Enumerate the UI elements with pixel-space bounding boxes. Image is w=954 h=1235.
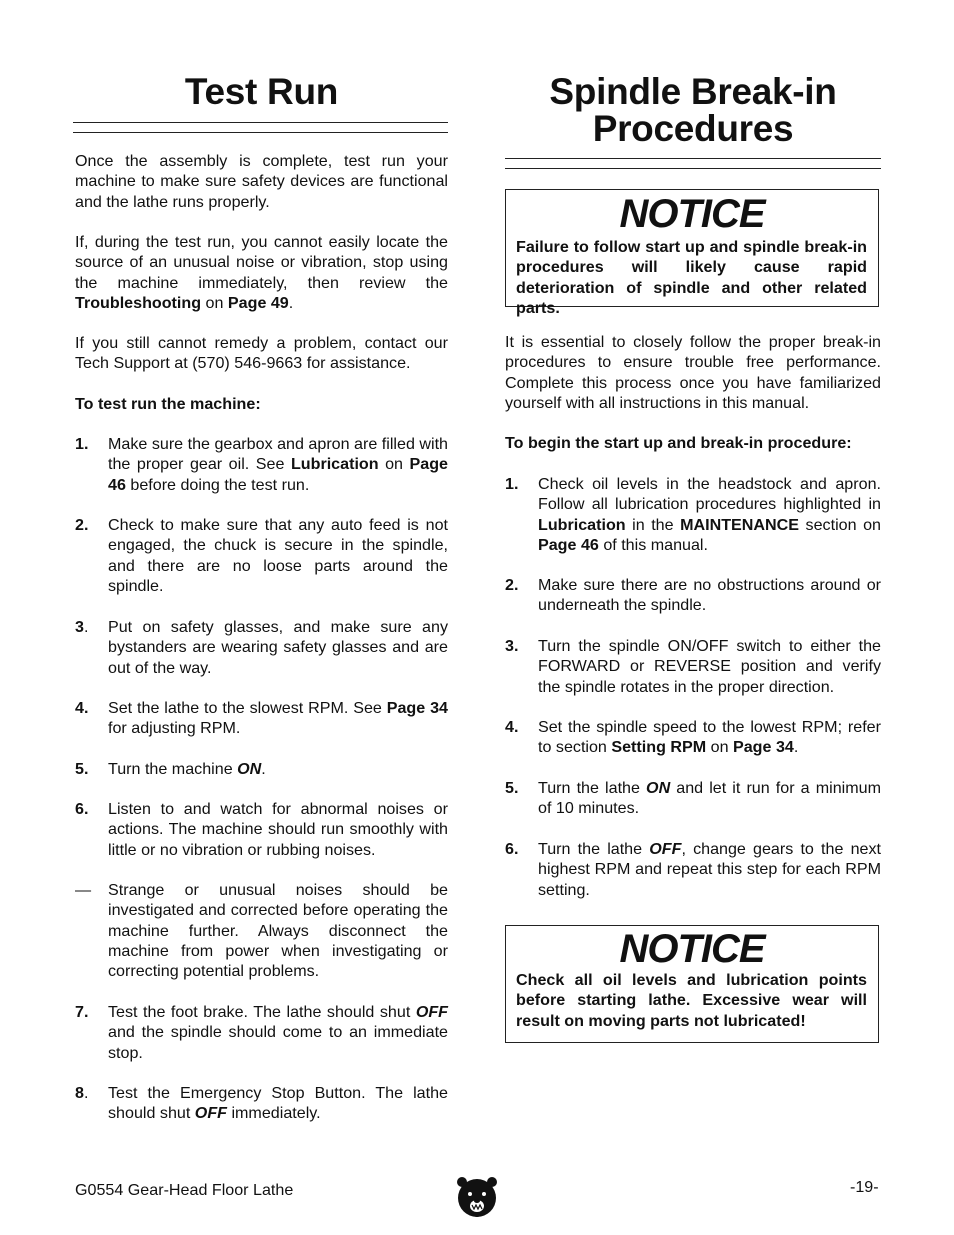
break-in-intro: It is essential to closely follow the proper break-in procedures to ensure trouble free performance. Complete this process once you have familiarized yourself with all instructions in this manual.	[505, 333, 881, 412]
notice-text-1: Failure to follow start up and spindle break-in procedures will likely cause rapid deterioration of spindle and other related parts.	[516, 238, 867, 317]
intro-paragraph-1: Once the assembly is complete, test run your machine to make sure safety devices are functional and the lathe runs properly.	[75, 152, 448, 211]
footer-model: G0554 Gear-Head Floor Lathe	[75, 1181, 294, 1199]
test-step-8: 8. Test the Emergency Stop Button. The lathe should shut OFF immediately.	[75, 1084, 448, 1123]
spindle-rule-bottom	[505, 168, 881, 169]
test-step-7: 7. Test the foot brake. The lathe should shut OFF and the spindle should come to an immediate stop.	[75, 1003, 448, 1062]
footer-page-number: -19-	[850, 1178, 879, 1196]
notice-title-2: NOTICE	[619, 927, 765, 971]
spindle-rule-top	[505, 158, 881, 159]
intro-paragraph-2: If, during the test run, you cannot easily locate the source of an unusual noise or vibration, stop using the machine immediately, then review the Troubleshooting on Page 49.	[75, 233, 448, 312]
break-in-step-2: 2. Make sure there are no obstructions around or underneath the spindle.	[505, 576, 881, 615]
test-step-1: 1. Make sure the gearbox and apron are filled with the proper gear oil. See Lubrication on Page 46 before doing the test run.	[75, 435, 448, 494]
test-step-note: — Strange or unusual noises should be investigated and corrected before operating the machine further. Always disconnect the machine from power when investigating or correcting potential problems.	[75, 881, 448, 981]
title-rule-top	[73, 122, 448, 123]
test-step-2: 2. Check to make sure that any auto feed is not engaged, the chuck is secure in the spindle, and there are no loose parts around the spindle.	[75, 516, 448, 595]
notice-box-2	[505, 925, 879, 1043]
test-run-title: Test Run	[184, 71, 339, 112]
test-step-5: 5. Turn the machine ON.	[75, 760, 266, 778]
break-in-step-5: 5. Turn the lathe ON and let it run for a minimum of 10 minutes.	[505, 779, 881, 818]
spindle-title-line-2: Procedures	[592, 108, 794, 149]
notice-title-1: NOTICE	[619, 192, 765, 236]
test-step-3: 3. Put on safety glasses, and make sure any bystanders are wearing safety glasses and are out of the way.	[75, 618, 448, 677]
intro-paragraph-3: If you still cannot remedy a problem, contact our Tech Support at (570) 546-9663 for assistance.	[75, 334, 448, 373]
test-run-heading: To test run the machine:	[75, 395, 261, 413]
bear-logo-icon	[456, 1176, 498, 1222]
title-rule-bottom	[73, 132, 448, 133]
break-in-step-1: 1. Check oil levels in the headstock and apron. Follow all lubrication procedures highlighted in Lubrication in the MAINTENANCE section on Page 46 of this manual.	[505, 475, 881, 554]
spindle-title-line-1: Spindle Break-in	[549, 71, 837, 112]
break-in-heading: To begin the start up and break-in procedure:	[505, 434, 852, 452]
break-in-step-4: 4. Set the spindle speed to the lowest RPM; refer to section Setting RPM on Page 34.	[505, 718, 881, 757]
break-in-step-6: 6. Turn the lathe OFF, change gears to the next highest RPM and repeat this step for each RPM setting.	[505, 840, 881, 899]
test-step-4: 4. Set the lathe to the slowest RPM. See Page 34 for adjusting RPM.	[75, 699, 448, 738]
test-step-6: 6. Listen to and watch for abnormal noises or actions. The machine should run smoothly with little or no vibration or rubbing noises.	[75, 800, 448, 859]
break-in-step-3: 3. Turn the spindle ON/OFF switch to either the FORWARD or REVERSE position and verify the spindle rotates in the proper direction.	[505, 637, 881, 696]
notice-text-2: Check all oil levels and lubrication points before starting lathe. Excessive wear will result on moving parts not lubricated!	[516, 971, 867, 1030]
notice-box-1	[505, 189, 879, 317]
